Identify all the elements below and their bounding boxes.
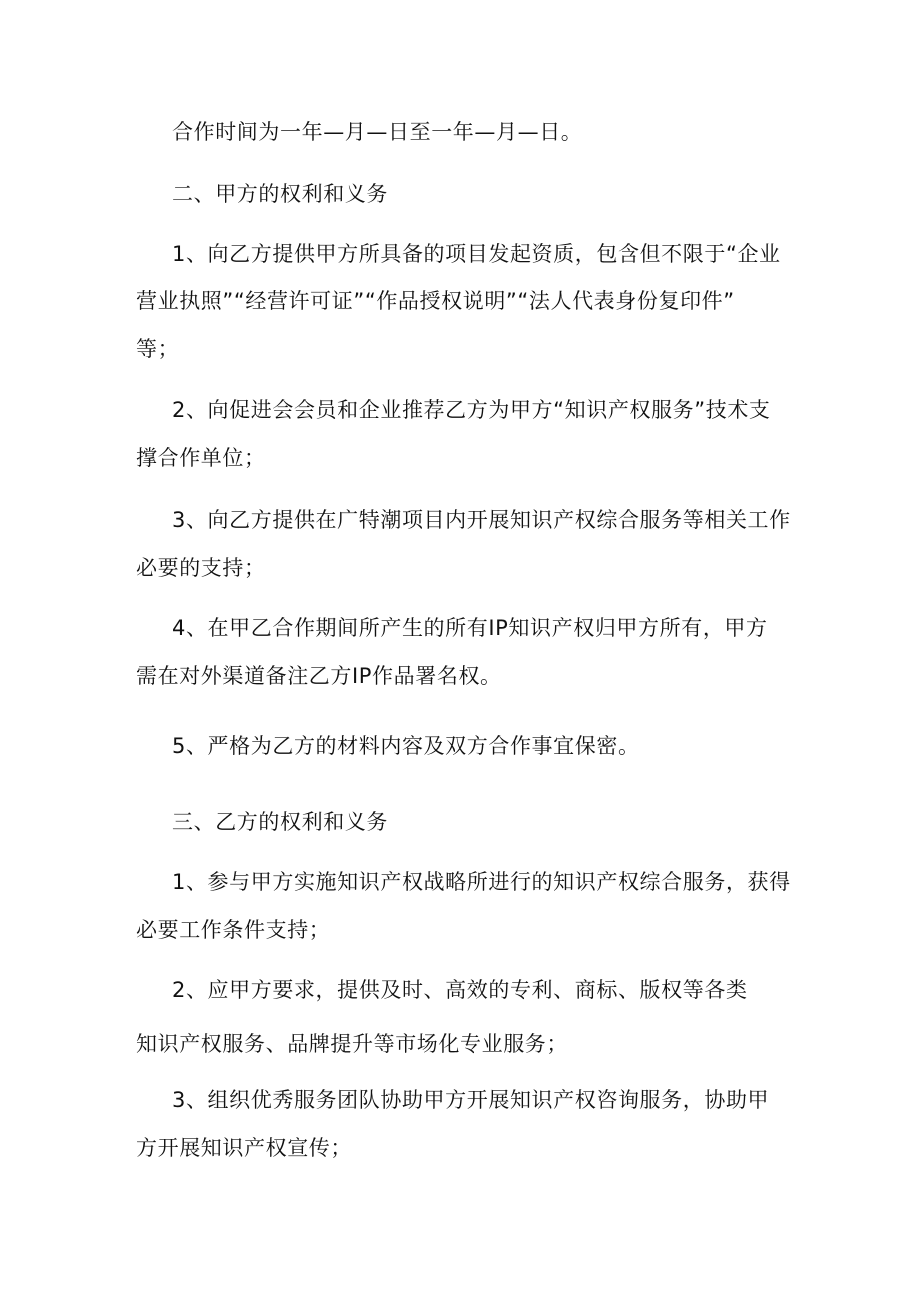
section-two-heading: 二、甲方的权利和义务 xyxy=(172,182,388,206)
party-a-item-3-line-2: 必要的支持； xyxy=(136,556,266,580)
cooperation-period-line: 合作时间为一年—月—日至一年—月—日。 xyxy=(172,120,583,144)
section-three-heading: 三、乙方的权利和义务 xyxy=(172,810,388,834)
party-a-item-3-line-1: 3、向乙方提供在广特潮项目内开展知识产权综合服务等相关工作 xyxy=(172,508,791,532)
party-a-item-5: 5、严格为乙方的材料内容及双方合作事宜保密。 xyxy=(172,734,640,758)
party-a-item-1-line-1: 1、向乙方提供甲方所具备的项目发起资质，包含但不限于“企业 xyxy=(172,242,781,266)
party-a-item-4-line-2: 需在对外渠道备注乙方IP作品署名权。 xyxy=(136,664,502,688)
party-b-item-3-line-1: 3、组织优秀服务团队协助甲方开展知识产权咨询服务，协助甲 xyxy=(172,1088,770,1112)
party-b-item-2-line-1: 2、应甲方要求，提供及时、高效的专利、商标、版权等各类 xyxy=(172,978,748,1002)
party-b-item-1-line-2: 必要工作条件支持； xyxy=(136,918,331,942)
party-b-item-1-line-1: 1、参与甲方实施知识产权战略所进行的知识产权综合服务，获得 xyxy=(172,870,791,894)
party-a-item-4-line-1: 4、在甲乙合作期间所产生的所有IP知识产权归甲方所有，甲方 xyxy=(172,616,768,640)
party-a-item-2-line-2: 撑合作单位； xyxy=(136,446,266,470)
party-a-item-1-line-2: 营业执照”“经营许可证”“作品授权说明”“法人代表身份复印件” xyxy=(136,289,735,313)
party-b-item-3-line-2: 方开展知识产权宣传； xyxy=(136,1136,352,1160)
party-a-item-2-line-1: 2、向促进会会员和企业推荐乙方为甲方“知识产权服务”技术支 xyxy=(172,398,771,422)
party-b-item-2-line-2: 知识产权服务、品牌提升等市场化专业服务； xyxy=(136,1032,568,1056)
party-a-item-1-line-3: 等； xyxy=(136,337,180,361)
